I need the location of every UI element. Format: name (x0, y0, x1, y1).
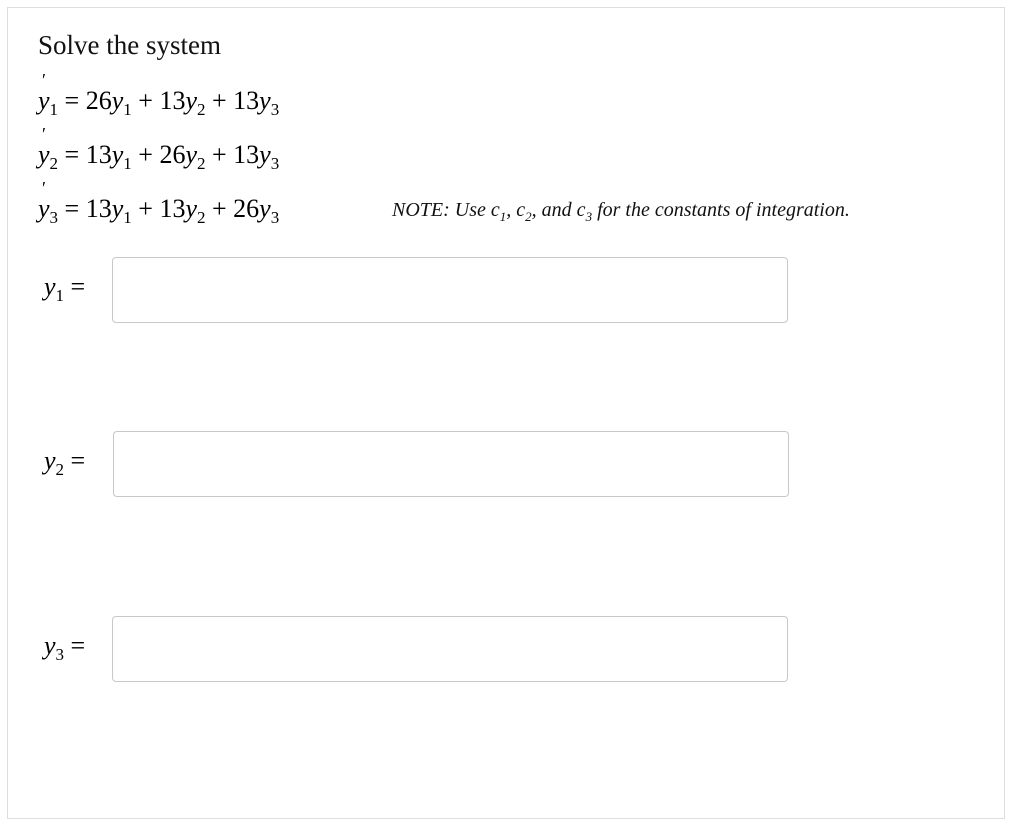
equation-1: ′ $y_1 = 26y_1 + 13y_2 + 13y_3$ (38, 86, 279, 120)
equation-2-coef-3: 13 (233, 140, 260, 169)
equation-1-coef-2: 13 (159, 86, 186, 115)
equation-3: ′ $y_3 = 13y_1 + 13y_2 + 26y_3$ (38, 194, 279, 228)
equation-2-coef-2: 26 (159, 140, 186, 169)
answer-1-input[interactable] (112, 257, 788, 323)
problem-title: Solve the system (38, 30, 221, 60)
equation-3-coef-1: 13 (85, 194, 112, 223)
answer-1-label: $y_1$ = (44, 272, 86, 306)
question-panel (7, 7, 1005, 819)
equation-1-coef-1: 26 (85, 86, 112, 115)
answer-3-input[interactable] (112, 616, 788, 682)
equation-1-coef-3: 13 (233, 86, 260, 115)
equation-2: ′ $y_2 = 13y_1 + 26y_2 + 13y_3$ (38, 140, 279, 174)
equation-2-lhs: ′ $y_2$ (38, 140, 58, 169)
answer-2-label: $y_2$ = (44, 446, 86, 480)
answer-2-input[interactable] (113, 431, 789, 497)
equation-2-coef-1: 13 (85, 140, 112, 169)
equation-1-lhs: ′ $y_1$ (38, 86, 58, 115)
answer-3-label: $y_3$ = (44, 631, 86, 665)
equation-3-coef-3: 26 (233, 194, 260, 223)
integration-constants-note: NOTE: Use $c_1$, $c_2$, and $c_3$ for the constants of integration. (392, 199, 850, 224)
equation-3-coef-2: 13 (159, 194, 186, 223)
equation-3-lhs: ′ $y_3$ (38, 194, 58, 223)
